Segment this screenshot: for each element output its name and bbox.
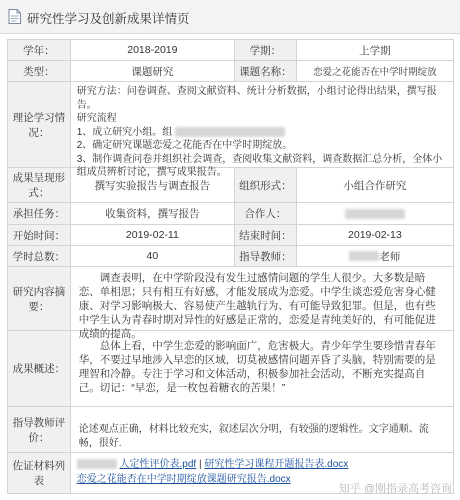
detail-form <box>7 39 454 494</box>
redacted-partner <box>345 209 405 219</box>
task-label: 承担任务： <box>8 203 71 224</box>
teacher-comment-value: 论述观点正确，材料比较充实，叙述层次分明，有较强的逻辑性。文字通顺、流畅，很好. <box>78 424 429 449</box>
result-form-label: 成果呈现形式： <box>8 168 71 202</box>
topic-name-value: 恋爱之花能否在中学时期绽放 <box>313 67 437 78</box>
row-teacher-comment <box>8 407 453 453</box>
summary-value: 调查表明，在中学阶段没有发生过感情问题的学生人很少。大多数是暗恋、单相思；只有相互有好感，才能发展成为恋爱。中学生谈恋爱危害身心健康、对学习影响极大、容易使产生越轨行为、有可能导致犯罪。但是，也有些中学生认为青春时期对异性的好感是正常的，恋爱是青纯美好的，有可能促进成绩的提高。 <box>78 272 436 340</box>
theory-line-1: 研究方法：问卷调查、查阅文献资料、统计分析数据，小组讨论得出结果，撰写报告。 <box>76 86 437 111</box>
partner-value <box>297 203 453 224</box>
evidence-file-1[interactable]: 人定性评价表.pdf <box>119 459 197 470</box>
type-label: 类型： <box>8 61 71 81</box>
evidence-file-2[interactable]: 研究性学习课程开题报告表.docx <box>204 459 349 470</box>
end-time-label: 结束时间： <box>235 225 297 245</box>
row-school-year <box>8 40 453 61</box>
row-hours <box>8 246 453 267</box>
start-time-label: 开始时间： <box>8 225 71 245</box>
org-form-value: 小组合作研究 <box>343 179 407 192</box>
evidence-line-1: 人定性评价表.pdf | 研究性学习课程开题报告表.docx <box>77 457 447 472</box>
document-icon <box>8 9 21 24</box>
page-title: 研究性学习及创新成果详情页 <box>27 12 190 26</box>
school-year-label: 学年： <box>8 40 71 60</box>
theory-line-3: 1、成立研究小组。组 <box>77 126 447 140</box>
overview-label: 成果概述： <box>8 331 71 406</box>
row-theory <box>8 82 453 178</box>
evidence-label: 佐证材料列表 <box>8 453 71 493</box>
teacher-comment-label: 指导教师评价： <box>8 407 71 452</box>
partner-label: 合作人： <box>235 203 297 224</box>
theory-value <box>71 82 453 178</box>
theory-label: 理论学习情况： <box>8 82 71 167</box>
row-type <box>8 61 453 82</box>
org-form-label: 组织形式： <box>235 168 297 202</box>
redacted-names <box>175 127 285 137</box>
title-bar <box>0 0 460 34</box>
theory-line-2: 研究流程 <box>76 113 117 124</box>
redacted-filename <box>77 459 117 469</box>
row-overview <box>8 331 453 407</box>
theory-line-5: 3、制作调查问卷并组织社会调查，查阅收集文献资料，调查数据汇总分析，全体小组成员辨析讨论，撰写成果报告。 <box>76 153 443 178</box>
hours-value: 40 <box>71 246 235 266</box>
end-time-value: 2019-02-13 <box>348 229 402 241</box>
row-form <box>8 168 453 203</box>
type-value: 课题研究 <box>71 61 235 81</box>
start-time-value: 2019-02-11 <box>71 225 235 245</box>
semester-value: 上学期 <box>359 44 391 57</box>
row-task <box>8 203 453 225</box>
evidence-file-3[interactable]: 恋爱之花能否在中学时期绽放课题研究报告.docx <box>76 474 291 485</box>
theory-line-4: 2、确定研究课题恋爱之花能否在中学时期绽放。 <box>76 140 293 151</box>
row-summary <box>8 267 453 340</box>
row-time <box>8 225 453 246</box>
summary-label: 研究内容摘要： <box>8 267 71 330</box>
result-form-value: 撰写实验报告与调查报告 <box>71 168 235 202</box>
topic-name-label: 课题名称： <box>235 61 297 81</box>
overview-value: 总体上看，中学生恋爱的影响面广，危害极大。青少年学生要珍惜青春年华，不要过早地涉入早恋的区域，切莫被感情问题弄昏了头脑，特别需要的是理智和冷静。专注于学习和文体活动，积极参加社会活动，不断充实提高自己。切记：“早恋，是一枚包着糖衣的苦果！” <box>78 340 436 394</box>
hours-label: 学时总数： <box>8 246 71 266</box>
watermark: 知乎 @刚指录高考咨询 <box>338 483 452 495</box>
school-year-value: 2018-2019 <box>71 40 235 60</box>
semester-label: 学期： <box>235 40 297 60</box>
redacted-teacher <box>349 251 379 261</box>
teacher-value: 老师 <box>297 246 453 266</box>
teacher-label: 指导教师： <box>235 246 297 266</box>
task-value: 收集资料，撰写报告 <box>71 203 235 224</box>
